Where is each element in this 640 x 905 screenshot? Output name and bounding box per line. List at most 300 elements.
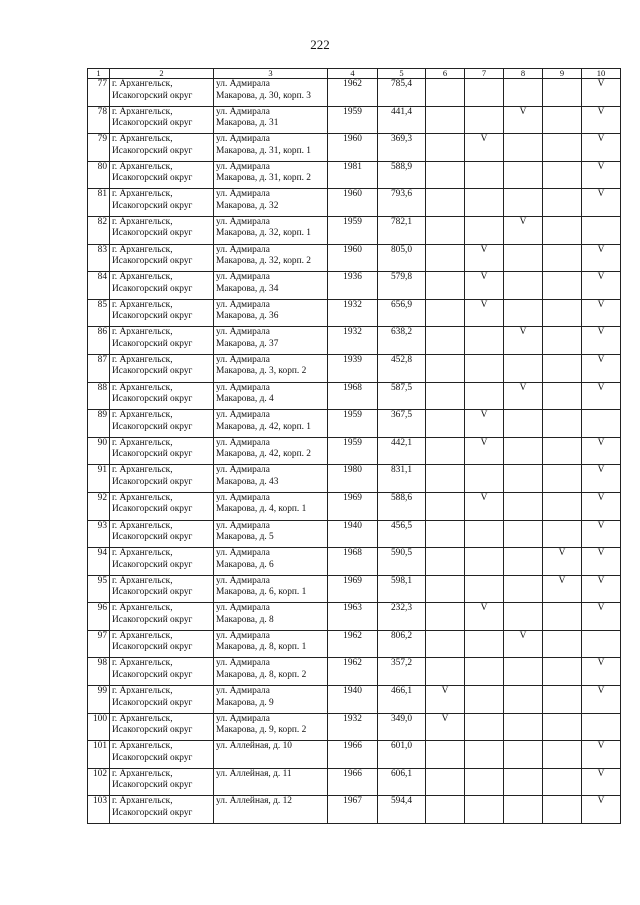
mark-cell-8 [504,492,543,520]
address-cell [214,465,328,493]
location-cell [110,575,214,603]
mark-cell-9 [543,603,582,631]
address-street: ул. Адмирала [216,575,270,586]
row-number-cell: 92 [88,492,110,520]
mark-cell-9 [543,741,582,769]
row-number-cell: 103 [88,796,110,824]
location-cell [110,134,214,162]
mark-cell-9 [543,437,582,465]
mark-cell-7 [465,520,504,548]
address-street: ул. Адмирала [216,603,270,614]
table-row [88,437,621,465]
mark-cell-7 [465,189,504,217]
mark-cell-7 [465,741,504,769]
table-row [88,106,621,134]
mark-cell-10: V [582,548,621,576]
address-cell [214,741,328,769]
address-cell [214,548,328,576]
address-house: Макарова, д. 31, корп. 2 [216,173,311,184]
column-header: 5 [378,69,426,79]
address-street: ул. Адмирала [216,327,270,338]
location-city: г. Архангельск, [112,189,173,200]
mark-cell-10 [582,410,621,438]
year-cell: 1966 [328,741,378,769]
mark-cell-6 [426,299,465,327]
row-number-cell: 90 [88,437,110,465]
address-house: Макарова, д. 4, корп. 1 [216,504,307,515]
table-row [88,161,621,189]
mark-cell-8 [504,189,543,217]
mark-cell-9: V [543,575,582,603]
mark-cell-9: V [543,548,582,576]
mark-cell-7 [465,327,504,355]
mark-cell-8: V [504,216,543,244]
table-row [88,216,621,244]
year-cell: 1962 [328,658,378,686]
area-cell: 601,0 [378,741,426,769]
location-cell [110,630,214,658]
address-cell [214,575,328,603]
row-number-cell: 80 [88,161,110,189]
row-number-cell: 95 [88,575,110,603]
area-cell: 793,6 [378,189,426,217]
mark-cell-6 [426,520,465,548]
mark-cell-10: V [582,768,621,796]
mark-cell-7 [465,216,504,244]
mark-cell-9 [543,272,582,300]
mark-cell-10: V [582,189,621,217]
row-number-cell: 91 [88,465,110,493]
location-cell [110,713,214,741]
address-cell [214,216,328,244]
location-city: г. Архангельск, [112,548,173,559]
address-cell [214,410,328,438]
location-city: г. Архангельск, [112,327,173,338]
mark-cell-10: V [582,327,621,355]
row-number-cell: 102 [88,768,110,796]
address-house: Макарова, д. 31 [216,118,279,129]
address-house: Макарова, д. 8, корп. 2 [216,669,307,680]
address-street: ул. Адмирала [216,520,270,531]
location-cell [110,768,214,796]
mark-cell-9 [543,686,582,714]
address-cell [214,437,328,465]
table-row [88,272,621,300]
area-cell: 806,2 [378,630,426,658]
mark-cell-10: V [582,520,621,548]
year-cell: 1969 [328,492,378,520]
column-header: 9 [543,69,582,79]
mark-cell-9 [543,299,582,327]
mark-cell-8 [504,713,543,741]
mark-cell-10: V [582,161,621,189]
mark-cell-9 [543,630,582,658]
area-cell: 441,4 [378,106,426,134]
row-number-cell: 83 [88,244,110,272]
area-cell: 369,3 [378,134,426,162]
mark-cell-8 [504,658,543,686]
location-city: г. Архангельск, [112,299,173,310]
row-number-cell: 77 [88,79,110,107]
mark-cell-10 [582,713,621,741]
table-row [88,299,621,327]
location-cell [110,796,214,824]
address-house: Макарова, д. 32, корп. 2 [216,256,311,267]
location-city: г. Архангельск, [112,658,173,669]
location-cell [110,244,214,272]
row-number-cell: 89 [88,410,110,438]
mark-cell-6 [426,741,465,769]
area-cell: 442,1 [378,437,426,465]
row-number-cell: 97 [88,630,110,658]
column-header: 7 [465,69,504,79]
address-house: Макарова, д. 3, корп. 2 [216,366,307,377]
area-cell: 357,2 [378,658,426,686]
mark-cell-8: V [504,106,543,134]
table-body [88,79,621,824]
mark-cell-10: V [582,658,621,686]
mark-cell-7 [465,106,504,134]
mark-cell-10 [582,216,621,244]
mark-cell-8 [504,575,543,603]
location-district: Исакогорский округ [112,559,193,570]
year-cell: 1969 [328,575,378,603]
location-city: г. Архангельск, [112,713,173,724]
mark-cell-6 [426,106,465,134]
area-cell: 598,1 [378,575,426,603]
location-cell [110,603,214,631]
mark-cell-9 [543,216,582,244]
area-cell: 590,5 [378,548,426,576]
mark-cell-8 [504,796,543,824]
address-street: ул. Адмирала [216,134,270,145]
address-street: ул. Адмирала [216,244,270,255]
address-street: ул. Аллейная, д. 10 [216,741,292,752]
year-cell: 1940 [328,520,378,548]
address-house: Макарова, д. 6 [216,559,274,570]
address-cell [214,768,328,796]
address-street: ул. Адмирала [216,79,270,89]
mark-cell-10: V [582,686,621,714]
mark-cell-8 [504,686,543,714]
mark-cell-9 [543,410,582,438]
table-row [88,79,621,107]
mark-cell-7 [465,658,504,686]
table-row [88,465,621,493]
column-number-row [88,69,621,79]
row-number-cell: 94 [88,548,110,576]
mark-cell-9 [543,244,582,272]
location-cell [110,272,214,300]
address-cell [214,713,328,741]
address-cell [214,106,328,134]
location-cell [110,382,214,410]
location-district: Исакогорский округ [112,614,193,625]
location-district: Исакогорский округ [112,697,193,708]
address-house: Макарова, д. 32 [216,200,279,211]
location-cell [110,189,214,217]
table-row [88,492,621,520]
mark-cell-7 [465,768,504,796]
mark-cell-6 [426,492,465,520]
area-cell: 656,9 [378,299,426,327]
address-house: Макарова, д. 36 [216,311,279,322]
year-cell: 1962 [328,630,378,658]
location-cell [110,161,214,189]
mark-cell-8 [504,134,543,162]
mark-cell-8: V [504,327,543,355]
mark-cell-7 [465,161,504,189]
address-street: ул. Адмирала [216,299,270,310]
mark-cell-6 [426,603,465,631]
mark-cell-6 [426,796,465,824]
address-cell [214,603,328,631]
address-cell [214,189,328,217]
location-district: Исакогорский округ [112,90,193,101]
column-header: 1 [88,69,110,79]
mark-cell-7 [465,465,504,493]
table-row [88,410,621,438]
mark-cell-7: V [465,603,504,631]
mark-cell-10: V [582,437,621,465]
location-city: г. Архангельск, [112,216,173,227]
mark-cell-10: V [582,244,621,272]
mark-cell-7: V [465,134,504,162]
page-number: 222 [310,37,330,52]
location-district: Исакогорский округ [112,587,193,598]
mark-cell-10: V [582,382,621,410]
mark-cell-6 [426,437,465,465]
column-header: 10 [582,69,621,79]
location-district: Исакогорский округ [112,532,193,542]
mark-cell-9 [543,106,582,134]
year-cell: 1959 [328,106,378,134]
address-house: Макарова, д. 8, корп. 1 [216,642,307,653]
address-cell [214,79,328,107]
mark-cell-8 [504,548,543,576]
location-city: г. Архангельск, [112,410,173,421]
address-street: ул. Адмирала [216,106,270,117]
year-cell: 1968 [328,548,378,576]
address-house: Макарова, д. 6, корп. 1 [216,587,307,598]
location-city: г. Архангельск, [112,492,173,503]
location-district: Исакогорский округ [112,780,193,791]
mark-cell-7 [465,382,504,410]
location-district: Исакогорский округ [112,476,193,487]
row-number-cell: 78 [88,106,110,134]
location-cell [110,79,214,107]
mark-cell-7 [465,548,504,576]
row-number-cell: 79 [88,134,110,162]
mark-cell-7 [465,354,504,382]
mark-cell-9 [543,492,582,520]
mark-cell-8 [504,603,543,631]
address-street: ул. Адмирала [216,437,270,448]
mark-cell-9 [543,189,582,217]
area-cell: 452,8 [378,354,426,382]
area-cell: 638,2 [378,327,426,355]
table-row [88,548,621,576]
address-street: ул. Адмирала [216,272,270,283]
mark-cell-8: V [504,382,543,410]
location-city: г. Архангельск, [112,630,173,641]
address-house: Макарова, д. 43 [216,476,279,487]
location-district: Исакогорский округ [112,366,193,377]
row-number-cell: 84 [88,272,110,300]
column-header: 6 [426,69,465,79]
mark-cell-10: V [582,79,621,107]
location-district: Исакогорский округ [112,145,193,156]
mark-cell-6 [426,548,465,576]
mark-cell-9 [543,713,582,741]
mark-cell-7: V [465,244,504,272]
area-cell: 606,1 [378,768,426,796]
address-street: ул. Адмирала [216,216,270,227]
area-cell: 456,5 [378,520,426,548]
location-city: г. Архангельск, [112,437,173,448]
location-district: Исакогорский округ [112,311,193,322]
row-number-cell: 96 [88,603,110,631]
address-street: ул. Адмирала [216,548,270,559]
mark-cell-9 [543,658,582,686]
mark-cell-6 [426,272,465,300]
mark-cell-6 [426,354,465,382]
location-district: Исакогорский округ [112,394,193,405]
mark-cell-10: V [582,575,621,603]
location-city: г. Архангельск, [112,741,173,752]
mark-cell-6: V [426,713,465,741]
mark-cell-8: V [504,630,543,658]
address-cell [214,492,328,520]
mark-cell-6 [426,658,465,686]
location-city: г. Архангельск, [112,686,173,697]
mark-cell-9 [543,465,582,493]
year-cell: 1960 [328,244,378,272]
location-city: г. Архангельск, [112,79,173,89]
mark-cell-6 [426,244,465,272]
address-street: ул. Аллейная, д. 11 [216,768,292,779]
table-row [88,354,621,382]
mark-cell-6 [426,134,465,162]
mark-cell-8 [504,272,543,300]
mark-cell-7 [465,575,504,603]
address-cell [214,796,328,824]
area-cell: 466,1 [378,686,426,714]
address-street: ул. Адмирала [216,465,270,476]
address-house: Макарова, д. 4 [216,394,274,405]
location-city: г. Архангельск, [112,575,173,586]
mark-cell-8 [504,244,543,272]
location-district: Исакогорский округ [112,256,193,267]
table-row [88,768,621,796]
mark-cell-6 [426,768,465,796]
location-cell [110,548,214,576]
location-district: Исакогорский округ [112,118,193,129]
year-cell: 1968 [328,382,378,410]
address-street: ул. Адмирала [216,686,270,697]
address-street: ул. Адмирала [216,658,270,669]
table-row [88,327,621,355]
mark-cell-10: V [582,272,621,300]
address-house: Макарова, д. 9, корп. 2 [216,725,307,736]
area-cell: 232,3 [378,603,426,631]
mark-cell-6 [426,465,465,493]
row-number-cell: 82 [88,216,110,244]
location-city: г. Архангельск, [112,382,173,393]
address-house: Макарова, д. 5 [216,532,274,542]
location-city: г. Архангельск, [112,134,173,145]
mark-cell-7: V [465,492,504,520]
location-city: г. Архангельск, [112,603,173,614]
row-number-cell: 88 [88,382,110,410]
mark-cell-7 [465,79,504,107]
row-number-cell: 86 [88,327,110,355]
mark-cell-6 [426,79,465,107]
year-cell: 1960 [328,134,378,162]
location-city: г. Архангельск, [112,106,173,117]
area-cell: 805,0 [378,244,426,272]
mark-cell-9 [543,354,582,382]
location-district: Исакогорский округ [112,449,193,460]
mark-cell-8 [504,465,543,493]
location-city: г. Архангельск, [112,272,173,283]
mark-cell-6 [426,216,465,244]
row-number-cell: 101 [88,741,110,769]
area-cell: 782,1 [378,216,426,244]
address-cell [214,382,328,410]
table-row [88,520,621,548]
column-header: 8 [504,69,543,79]
mark-cell-9 [543,79,582,107]
address-cell [214,520,328,548]
location-city: г. Архангельск, [112,161,173,172]
mark-cell-7 [465,686,504,714]
year-cell: 1981 [328,161,378,189]
mark-cell-7: V [465,299,504,327]
year-cell: 1980 [328,465,378,493]
area-cell: 588,6 [378,492,426,520]
location-district: Исакогорский округ [112,338,193,349]
mark-cell-10: V [582,796,621,824]
building-registry-table [87,68,621,824]
year-cell: 1959 [328,216,378,244]
mark-cell-7 [465,796,504,824]
mark-cell-9 [543,134,582,162]
location-district: Исакогорский округ [112,173,193,184]
address-cell [214,299,328,327]
row-number-cell: 81 [88,189,110,217]
address-street: ул. Адмирала [216,492,270,503]
mark-cell-9 [543,382,582,410]
address-house: Макарова, д. 42, корп. 2 [216,449,311,460]
address-house: Макарова, д. 42, корп. 1 [216,421,311,432]
location-city: г. Архангельск, [112,520,173,531]
location-cell [110,658,214,686]
address-street: ул. Адмирала [216,161,270,172]
address-street: ул. Адмирала [216,382,270,393]
location-city: г. Архангельск, [112,796,173,807]
address-cell [214,134,328,162]
mark-cell-10: V [582,492,621,520]
year-cell: 1940 [328,686,378,714]
mark-cell-6: V [426,686,465,714]
table-row [88,575,621,603]
area-cell: 785,4 [378,79,426,107]
location-district: Исакогорский округ [112,669,193,680]
address-house: Макарова, д. 34 [216,283,279,294]
row-number-cell: 100 [88,713,110,741]
mark-cell-9 [543,520,582,548]
